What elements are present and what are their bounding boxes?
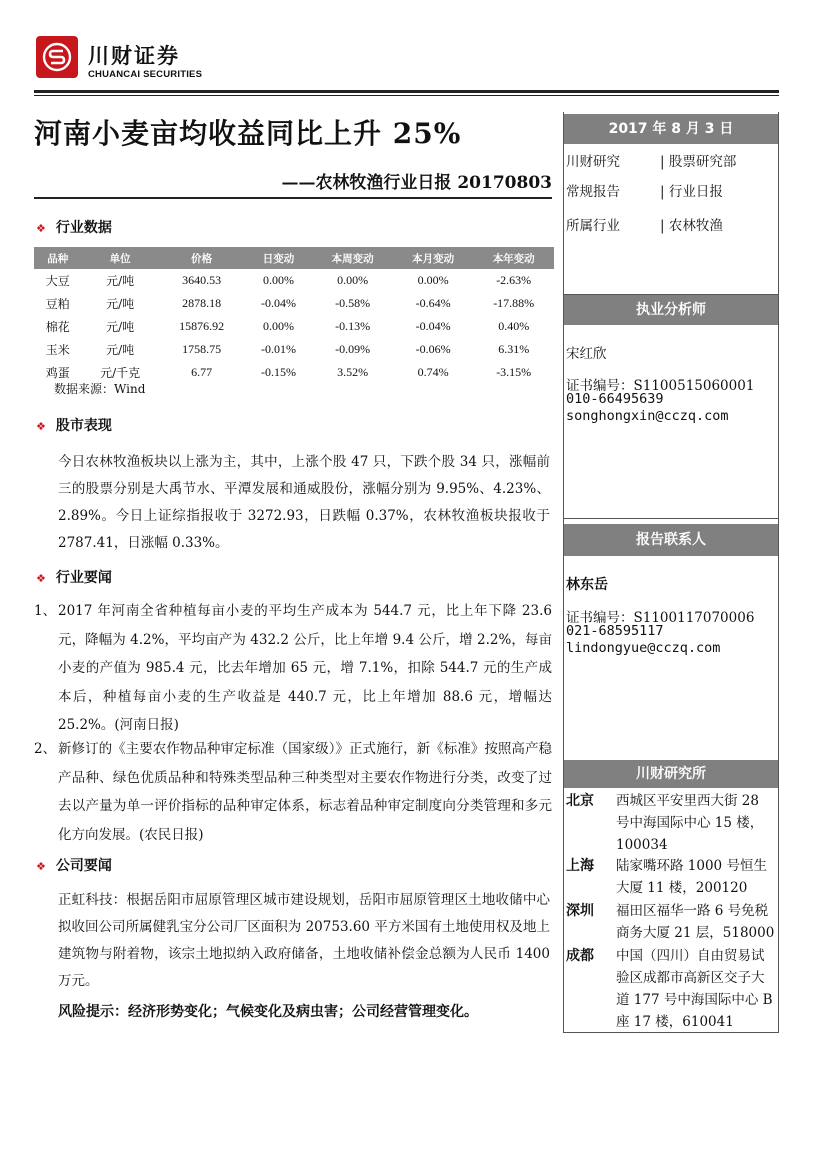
contact-name: 林东岳 (566, 577, 608, 593)
office-city: 上海 (566, 858, 594, 874)
diamond-bullet-icon: ❖ (36, 222, 46, 235)
table-cell: 元/吨 (106, 274, 135, 288)
analyst-phone: 010-66495639 (566, 391, 664, 407)
table-cell: 0.00% (337, 273, 369, 287)
section-heading: ❖ 行业数据 (36, 220, 112, 236)
company-paragraph: 正虹科技：根据岳阳市屈原管理区城市建设规划，岳阳市屈原管理区土地收储中心拟收回公司所属健乳宝分公司厂区面积为 20753.60 平方米国有土地使用权及地上建筑物与附着物，该宗土地拟纳入政府储备，土地收储补偿金总额为人民币 1400 万元。 (58, 892, 550, 989)
table-cell: -0.06% (415, 342, 451, 356)
table-cell: 0.00% (417, 273, 449, 287)
column-header: 本年变动 (473, 247, 554, 269)
table-cell: 元/吨 (106, 297, 135, 311)
office-address: 中国（四川）自由贸易试验区成都市高新区交子大道 177 号中海国际中心 B 座 17 楼，610041 (616, 948, 773, 1030)
table-cell: 2878.18 (182, 296, 222, 310)
meta-value-type: | 行业日报 (660, 184, 723, 200)
meta-label-industry: 所属行业 (566, 218, 620, 234)
table-cell: 元/吨 (106, 320, 135, 334)
column-header: 本月变动 (393, 247, 474, 269)
report-date: 2017 年 8 月 3 日 (564, 114, 778, 144)
news-item-text: 新修订的《主要农作物品种审定标准（国家级）》正式施行，新《标准》按照高产稳产品种、绿色优质品种和特殊类型品种三种类型对主要农作物进行分类，改变了过去以产量为单一评价指标的品种审定体系，标志着品种审定制度向分类管理和多元化方向发展。(农民日报) (58, 741, 552, 843)
table-cell: 元/千克 (100, 366, 141, 380)
sidebar-bottom-rule (564, 1032, 778, 1033)
data-source-note: 数据来源：Wind (54, 382, 146, 396)
risk-warning: 风险提示：经济形势变化；气候变化及病虫害；公司经营管理变化。 (58, 1004, 478, 1020)
table-cell: 0.00% (262, 273, 294, 287)
table-cell: -17.88% (493, 296, 535, 310)
diamond-bullet-icon: ❖ (36, 572, 46, 585)
table-cell: 豆粕 (45, 297, 70, 311)
table-row (34, 269, 554, 292)
table-cell: 棉花 (45, 320, 70, 334)
table-cell: -3.15% (496, 365, 532, 379)
office-city: 北京 (566, 793, 594, 809)
column-header: 本周变动 (312, 247, 393, 269)
section-heading: ❖ 行业要闻 (36, 570, 112, 586)
diamond-bullet-icon: ❖ (36, 860, 46, 873)
industry-data-table (34, 247, 554, 384)
table-cell: -0.04% (260, 296, 296, 310)
table-cell: -0.01% (260, 342, 296, 356)
contact-header: 报告联系人 (564, 524, 778, 556)
contact-cert: 证书编号：S1100117070006 (566, 610, 755, 626)
table-cell: 0.74% (417, 365, 449, 379)
table-cell: -0.58% (335, 296, 371, 310)
table-cell: 6.77 (191, 365, 213, 379)
news-item (34, 735, 552, 849)
market-paragraph: 今日农林牧渔板块以上涨为主，其中，上涨个股 47 只，下跌个股 34 只，涨幅前三的股票分别是大禹节水、平潭发展和通威股份，涨幅分别为 9.95%、4.23%、2.89%。今日上证综指报收于 3272.93，日跌幅 0.37%，农林牧渔板块报收于 2787.41，日涨幅 0.33%。 (58, 454, 550, 551)
contact-phone: 021-68595117 (566, 623, 664, 639)
table-cell: 玉米 (45, 343, 70, 357)
meta-value-industry: | 农林牧渔 (660, 218, 723, 234)
office-address: 福田区福华一路 6 号免税商务大厦 21 层，518000 (616, 903, 775, 941)
column-header: 品种 (34, 247, 82, 269)
table-cell: 15876.92 (179, 319, 225, 333)
table-cell: 3640.53 (182, 273, 222, 287)
table-row (34, 338, 554, 361)
header-rule-thin (34, 95, 779, 96)
table-cell: 0.40% (498, 319, 530, 333)
table-cell: 0.00% (262, 319, 294, 333)
column-header: 日变动 (245, 247, 313, 269)
table-cell: 鸡蛋 (45, 366, 70, 380)
institute-header: 川财研究所 (564, 760, 778, 788)
table-cell: -0.13% (335, 319, 371, 333)
logo-mark-icon (42, 42, 72, 72)
analyst-cert: 证书编号：S1100515060001 (566, 378, 755, 394)
section-heading: ❖ 公司要闻 (36, 858, 112, 874)
logo-name-cn: 川财证券 (88, 44, 180, 68)
office-city: 深圳 (566, 903, 594, 919)
office-city: 成都 (566, 948, 594, 964)
table-cell: 6.31% (498, 342, 530, 356)
meta-label-research: 川财研究 (566, 154, 620, 170)
news-item-number: 1、 (34, 603, 57, 619)
office-address: 陆家嘴环路 1000 号恒生大厦 11 楼，200120 (616, 858, 767, 896)
section-heading: ❖ 股市表现 (36, 418, 112, 434)
company-logo (36, 36, 78, 78)
analyst-header: 执业分析师 (564, 295, 778, 325)
report-subtitle: ——农林牧渔行业日报 20170803 (281, 173, 552, 193)
meta-value-research: | 股票研究部 (660, 154, 737, 170)
table-header-row (34, 247, 554, 269)
logo-name-en: CHUANCAI SECURITIES (88, 69, 203, 80)
table-row (34, 292, 554, 315)
table-cell: 元/吨 (106, 343, 135, 357)
column-header: 价格 (159, 247, 245, 269)
contact-email[interactable]: lindongyue@cczq.com (566, 640, 721, 656)
table-cell: -0.15% (260, 365, 296, 379)
header-rule (34, 90, 779, 93)
column-header: 单位 (82, 247, 159, 269)
table-cell: 大豆 (45, 274, 70, 288)
table-cell: 3.52% (337, 365, 369, 379)
table-row (34, 315, 554, 338)
analyst-email[interactable]: songhongxin@cczq.com (566, 408, 729, 424)
sidebar-divider (564, 518, 778, 519)
analyst-name: 宋红欣 (566, 346, 607, 362)
news-item-text: 2017 年河南全省种植每亩小麦的平均生产成本为 544.7 元，比上年下降 23.6 元，降幅为 4.2%，平均亩产为 432.2 公斤，比上年增 9.4 公斤，增 2.2%，每亩小麦的产值为 985.4 元，比去年增加 65 元，增 7.1%，扣除 544.7 元的生产成本后，种植每亩小麦的生产收益是 440.7 元，比上年增加 88.6 元，增幅达 25.2%。(河南日报) (58, 603, 552, 733)
table-cell: -0.64% (415, 296, 451, 310)
title-divider (34, 197, 552, 199)
diamond-bullet-icon: ❖ (36, 420, 46, 433)
news-item-number: 2、 (34, 741, 57, 757)
office-address: 西城区平安里西大街 28 号中海国际中心 15 楼，100034 (616, 793, 764, 853)
news-item (34, 597, 552, 740)
info-sidebar (563, 112, 779, 1033)
table-cell: -0.04% (415, 319, 451, 333)
table-cell: -0.09% (335, 342, 371, 356)
table-cell: 1758.75 (182, 342, 222, 356)
meta-label-type: 常规报告 (566, 184, 620, 200)
report-title: 河南小麦亩均收益同比上升 25% (34, 117, 462, 150)
table-cell: -2.63% (496, 273, 532, 287)
